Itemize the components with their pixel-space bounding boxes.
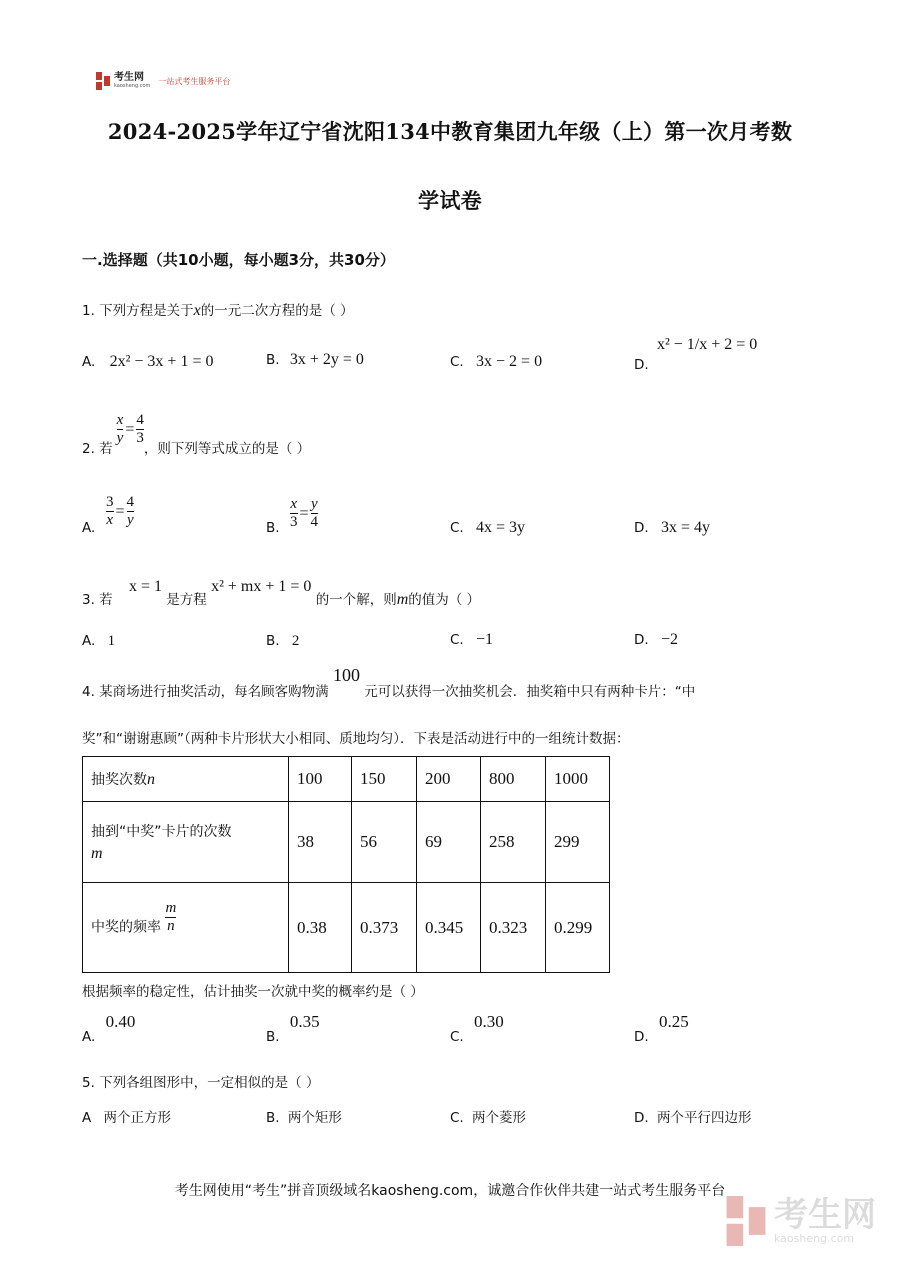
q1-option-d[interactable] [634, 336, 758, 373]
section-heading: 一.选择题（共10小题，每小题3分，共30分） [82, 251, 395, 269]
page-footer: 考生网使用“考生”拼音顶级域名kaosheng.com，诚邀合作伙伴共建一站式考生服务平台 [174, 1183, 726, 1199]
logo-slogan: 一站式考生服务平台 [158, 76, 231, 86]
q4-option-c[interactable] [450, 1012, 504, 1045]
q4-stats-table [82, 756, 610, 973]
q2-option-d[interactable] [634, 519, 710, 537]
option-label: B. [266, 1029, 280, 1045]
q2-option-a-expr: $\frac{3}{x}$ = $\frac{4}{y}$ [106, 494, 135, 528]
option-expr: 3x − 2 = 0 [476, 353, 543, 370]
table-cell: 56 [352, 802, 417, 883]
option-value: 2 [291, 633, 300, 649]
question-3 [82, 575, 481, 608]
question-2 [82, 412, 311, 457]
option-label: B. [266, 633, 280, 649]
option-expr: 2x² − 3x + 1 = 0 [109, 353, 214, 370]
option-label: A. [82, 354, 96, 370]
option-value: 两个矩形 [287, 1110, 342, 1126]
table-cell: 38 [289, 802, 352, 883]
q5-option-d[interactable] [634, 1106, 751, 1126]
option-label: C. [450, 632, 464, 648]
q5-option-b[interactable] [266, 1106, 342, 1126]
option-expr: 3x = 4y [660, 519, 711, 536]
table-cell: 0.299 [546, 883, 610, 973]
q3-cond: x = 1 [128, 578, 162, 595]
logo-domain: kaosheng.com [114, 83, 151, 89]
q1-option-b[interactable] [266, 351, 364, 369]
table-cell: 0.373 [352, 883, 417, 973]
option-label: A. [82, 520, 96, 536]
option-value: 0.25 [658, 1012, 689, 1031]
table-cell: 0.345 [417, 883, 481, 973]
q4-line1-b: 元可以获得一次抽奖机会．抽奖箱中只有两种卡片：“中 [364, 684, 696, 700]
q2-condition-4-over-3: $\frac{4}{3}$ [136, 412, 144, 446]
option-label: A. [82, 1029, 96, 1045]
q2-option-b-expr: $\frac{x}{3}$ = $\frac{y}{4}$ [290, 496, 319, 530]
q2-option-c[interactable] [450, 519, 525, 537]
q2-condition-x-over-y: $\frac{x}{y}$ [116, 412, 124, 446]
q3-suffix1: 的一个解，则 [315, 592, 397, 608]
question-1 [82, 299, 354, 320]
table-cell: 258 [481, 802, 546, 883]
q5-option-c[interactable] [450, 1106, 526, 1126]
option-label: D. [634, 357, 649, 373]
q2-suffix: ，则下列等式成立的是（ ） [143, 440, 311, 457]
option-label: A. [82, 633, 96, 649]
table-cell: 1000 [546, 757, 610, 802]
table-header-cell: 抽奖次数n [83, 757, 289, 802]
q5-option-a[interactable] [82, 1106, 171, 1126]
q1-suffix: 的一元二次方程的是（ ） [200, 303, 354, 319]
table-cell: 0.323 [481, 883, 546, 973]
option-label: B. [266, 520, 280, 536]
option-value: 0.40 [105, 1012, 136, 1031]
logo-name: 考生网 [114, 72, 144, 83]
option-label: A [82, 1110, 92, 1126]
option-value: −2 [660, 631, 679, 648]
option-label: B. [266, 1110, 280, 1126]
option-label: D. [634, 1029, 649, 1045]
option-expr: 3x + 2y = 0 [289, 351, 364, 368]
q1-prefix: 1. 下列方程是关于 [82, 303, 194, 319]
q3-option-c[interactable] [450, 631, 493, 649]
option-value: 0.30 [474, 1012, 504, 1031]
question-4-line1 [82, 665, 696, 700]
q3-var: m [396, 591, 409, 608]
table-cell: 150 [352, 757, 417, 802]
q3-option-d[interactable] [634, 631, 678, 649]
table-cell: 69 [417, 802, 481, 883]
watermark [724, 1196, 876, 1246]
question-4-line2: 奖”和“谢谢惠顾”（两种卡片形状大小相同、质地均匀）．下表是活动进行中的一组统计数据： [82, 731, 630, 747]
q3-option-b[interactable] [266, 633, 299, 650]
q3-suffix2: 的值为（ ） [408, 592, 481, 608]
option-label: B. [266, 352, 280, 368]
table-header-cell: 中奖的频率 $\frac{m}{n}$ [83, 883, 289, 973]
q4-option-b[interactable] [266, 1012, 320, 1045]
table-header-cell: 抽到“中奖”卡片的次数 m [83, 802, 289, 883]
q2-option-b[interactable] [266, 520, 280, 536]
option-expr: x² − 1/x + 2 = 0 [656, 336, 758, 353]
option-value: −1 [476, 631, 494, 648]
q3-prefix: 3. 若 [82, 592, 113, 608]
option-value: 两个菱形 [472, 1110, 527, 1126]
table-cell: 200 [417, 757, 481, 802]
option-value: 0.35 [289, 1012, 320, 1031]
q1-option-c[interactable] [450, 353, 542, 371]
option-label: D. [634, 1110, 649, 1126]
page-title-line2: 学试卷 [418, 188, 482, 213]
option-value: 两个正方形 [103, 1110, 172, 1126]
q1-var: x [193, 302, 201, 319]
header-logo [96, 72, 230, 90]
q2-prefix: 2. 若 [82, 440, 113, 457]
kaosheng-watermark-icon [724, 1196, 768, 1246]
option-label: C. [450, 520, 464, 536]
table-cell: 299 [546, 802, 610, 883]
question-5: 5. 下列各组图形中，一定相似的是（ ） [82, 1075, 320, 1091]
option-label: C. [450, 354, 464, 370]
watermark-name: 考生网 [774, 1194, 876, 1235]
q3-option-a[interactable] [82, 633, 115, 650]
option-value: 1 [107, 633, 116, 649]
option-expr: 4x = 3y [476, 519, 526, 536]
option-label: D. [634, 520, 649, 536]
q4-option-d[interactable] [634, 1012, 689, 1045]
table-cell: 0.38 [289, 883, 352, 973]
q3-mid: 是方程 [166, 592, 207, 608]
table-row-wins [83, 802, 610, 883]
q4-option-a[interactable] [82, 1012, 136, 1045]
table-row-draws [83, 757, 610, 802]
page-title-line1: 2024-2025学年辽宁省沈阳134中教育集团九年级（上）第一次月考数 [107, 119, 793, 144]
option-label: D. [634, 632, 649, 648]
option-value: 两个平行四边形 [656, 1110, 752, 1126]
table-cell: 800 [481, 757, 546, 802]
q4-amount: 100 [332, 665, 360, 685]
watermark-domain: kaosheng.com [774, 1231, 855, 1245]
table-cell: 100 [289, 757, 352, 802]
q4-question: 根据频率的稳定性，估计抽奖一次就中奖的概率约是（ ） [82, 984, 424, 1000]
kaosheng-logo-icon [96, 72, 110, 90]
option-label: C. [450, 1029, 464, 1045]
q2-option-a[interactable] [82, 520, 95, 536]
table-row-frequency [83, 883, 610, 973]
option-label: C. [450, 1110, 464, 1126]
q4-line1-a: 4. 某商场进行抽奖活动，每名顾客购物满 [82, 684, 329, 700]
q3-eq: x² + mx + 1 = 0 [211, 578, 312, 595]
q1-option-a[interactable] [82, 353, 213, 371]
q2-condition-equals: = [125, 420, 135, 438]
